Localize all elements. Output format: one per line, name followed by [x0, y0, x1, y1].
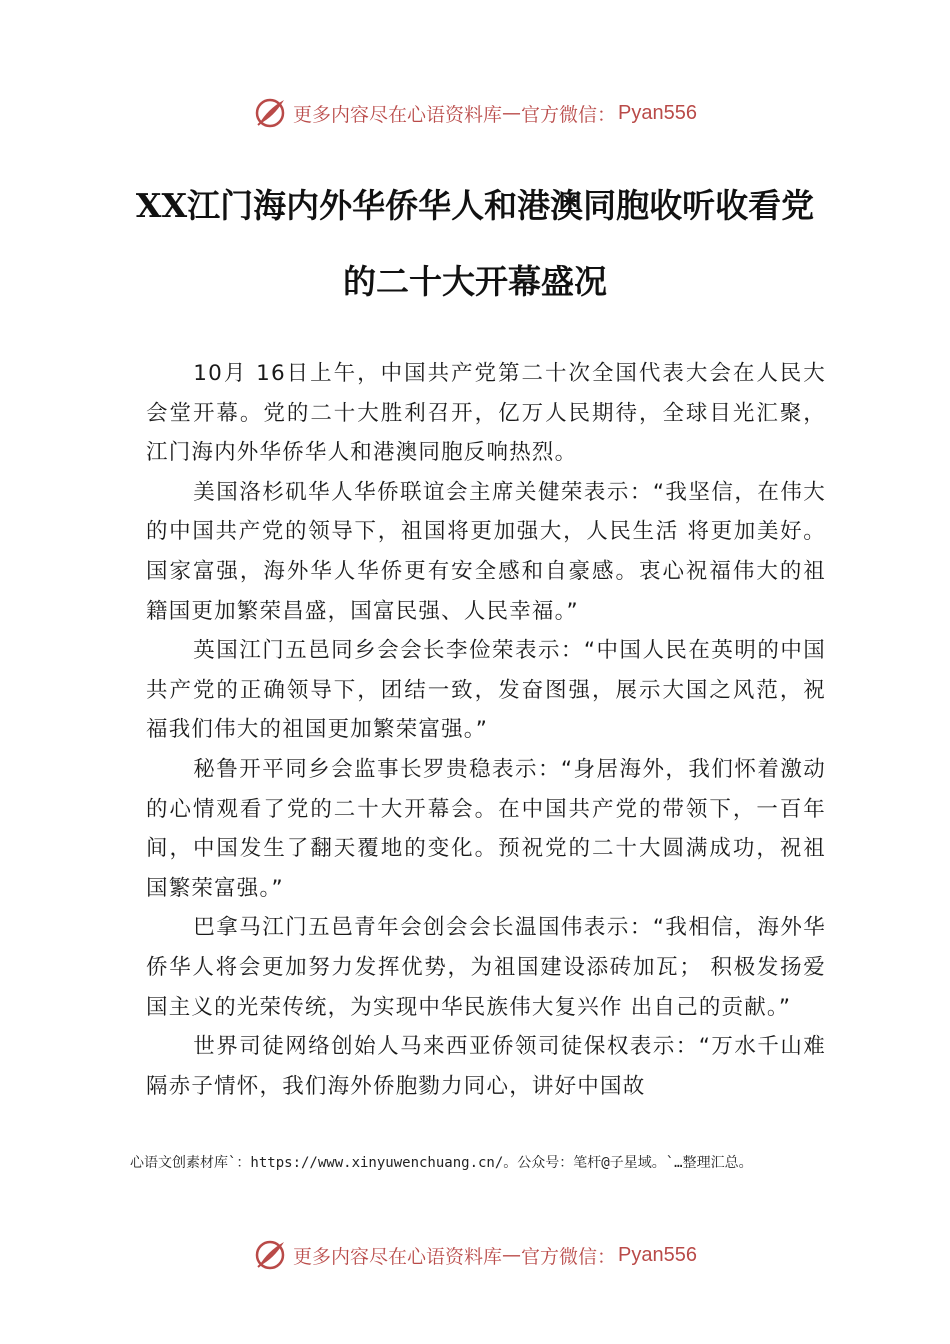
- paragraph: 巴拿马江门五邑青年会创会会长温国伟表示：“我相信，海外华侨华人将会更加努力发挥优势，为祖国建设添砖加瓦； 积极发扬爱国主义的光荣传统，为实现中华民族伟大复兴作 出自己的贡献。”: [146, 915, 826, 1020]
- paragraph: 美国洛杉矶华人华侨联谊会主席关健荣表示：“我坚信，在伟大的中国共产党的领导下，祖国将更加强大，人民生活 将更加美好。国家富强，海外华人华侨更有安全感和自豪感。衷心祝福伟大的祖籍国更加繁荣昌盛，国富民强、人民幸福。”: [146, 479, 826, 624]
- quill-logo-icon: [253, 1238, 287, 1272]
- banner-text: 更多内容尽在心语资料库: [293, 1245, 503, 1268]
- paragraph: 世界司徒网络创始人马来西亚侨领司徒保权表示：“万水千山难隔赤子情怀，我们海外侨胞勠力同心，讲好中国故: [146, 1034, 826, 1099]
- banner-separator: —: [502, 1244, 522, 1266]
- banner-wechat-id: Pyan556: [618, 101, 697, 124]
- footer-banner: [0, 1238, 950, 1272]
- source-footnote: 心语文创素材库`：https://www.xinyuwenchuang.cn/。公众号：笔杆@子星域。`…整理汇总。: [130, 1155, 753, 1171]
- banner-wechat-label: 官方微信：: [521, 103, 617, 126]
- banner-wechat-label: 官方微信：: [521, 1245, 617, 1268]
- header-banner: [0, 96, 950, 130]
- quill-logo-icon: [253, 96, 287, 130]
- paragraph: 秘鲁开平同乡会监事长罗贵稳表示：“身居海外，我们怀着激动的心情观看了党的二十大开幕会。在中国共产党的带领下，一百年间，中国发生了翻天覆地的变化。预祝党的二十大圆满成功，祝祖国繁荣富强。”: [146, 756, 826, 901]
- document-body: [146, 354, 826, 1106]
- document-title: XX江门海内外华侨华人和港澳同胞收听收看党的二十大开幕盛况: [135, 186, 815, 301]
- banner-wechat-id: Pyan556: [618, 1243, 697, 1266]
- banner-separator: —: [502, 102, 522, 124]
- paragraph: 10月 16日上午，中国共产党第二十次全国代表大会在人民大会堂开幕。党的二十大胜利召开，亿万人民期待，全球目光汇聚，江门海内外华侨华人和港澳同胞反响热烈。: [146, 361, 826, 466]
- paragraph: 英国江门五邑同乡会会长李俭荣表示：“中国人民在英明的中国共产党的正确领导下，团结一致，发奋图强，展示大国之风范，祝福我们伟大的祖国更加繁荣富强。”: [146, 638, 826, 743]
- banner-text: 更多内容尽在心语资料库: [293, 103, 503, 126]
